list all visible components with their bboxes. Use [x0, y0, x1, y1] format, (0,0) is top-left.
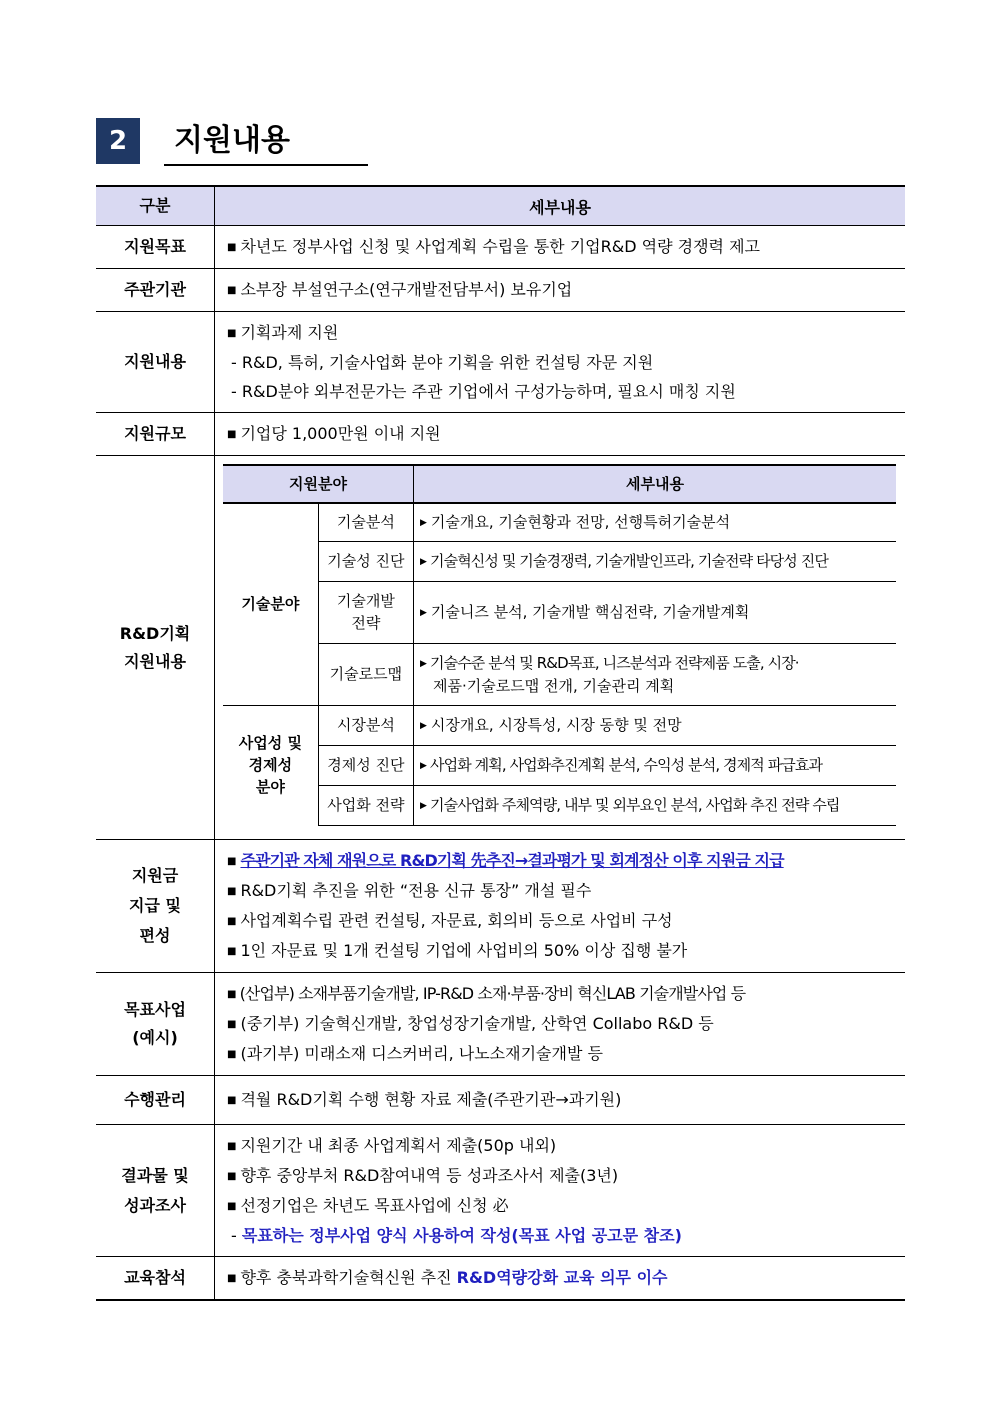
square-bullet-icon: ■ [227, 1095, 237, 1106]
row-org [96, 269, 905, 312]
section-number: 2 [96, 118, 140, 164]
triangle-bullet-icon: ▶ [420, 607, 427, 618]
detail: ▶ 기술개요, 기술현황과 전망, 선행특허기술분석 [414, 503, 897, 541]
triangle-bullet-icon: ▶ [420, 556, 427, 567]
square-bullet-icon: ■ [227, 285, 237, 296]
row-content [215, 840, 906, 973]
row-content [215, 973, 906, 1076]
square-bullet-icon: ■ [227, 429, 237, 440]
row-scale [96, 413, 905, 456]
inner-row [223, 785, 896, 825]
title-underline [164, 164, 368, 166]
inner-row [223, 541, 896, 581]
square-bullet-icon: ■ [227, 1201, 237, 1212]
square-bullet-icon: ■ [227, 916, 237, 927]
square-bullet-icon: ■ [227, 1171, 237, 1182]
section-title: 지원내용 [174, 123, 290, 158]
bullet-line: ■ (과기부) 미래소재 디스커버리, 나노소재기술개발 등 [227, 1044, 603, 1063]
detail: ▶ 기술수준 분석 및 R&D목표, 니즈분석과 전략제품 도출, 시장· 제품·기술로드맵 전개, 기술관리 계획 [414, 643, 897, 705]
row-label: 지원금 지급 및 편성 [96, 840, 215, 973]
row-content [215, 413, 906, 456]
dash-line: - R&D분야 외부전문가는 주관 기업에서 구성가능하며, 필요시 매칭 지원 [231, 382, 736, 401]
detail: ▶ 사업화 계획, 사업화추진계획 분석, 수익성 분석, 경제적 파급효과 [414, 745, 897, 785]
bullet-line: ■ 향후 중앙부처 R&D참여내역 등 성과조사서 제출(3년) [227, 1166, 619, 1185]
row-label: 지원규모 [96, 413, 215, 456]
category-tech: 기술분야 [223, 503, 318, 705]
inner-row [223, 745, 896, 785]
square-bullet-icon: ■ [227, 856, 237, 867]
triangle-bullet-icon: ▶ [420, 800, 427, 811]
square-bullet-icon: ■ [227, 946, 237, 957]
row-rnd [96, 456, 905, 840]
detail: ▶ 기술니즈 분석, 기술개발 핵심전략, 기술개발계획 [414, 581, 897, 643]
dash-line: - 목표하는 정부사업 양식 사용하여 작성(목표 사업 공고문 참조) [231, 1226, 682, 1245]
bullet-line: ■ 격월 R&D기획 수행 현황 자료 제출(주관기관→과기원) [227, 1090, 622, 1109]
detail: ▶ 시장개요, 시장특성, 시장 동향 및 전망 [414, 705, 897, 745]
row-target [96, 973, 905, 1076]
row-content [215, 226, 906, 269]
square-bullet-icon: ■ [227, 1019, 237, 1030]
row-content [215, 1257, 906, 1301]
square-bullet-icon: ■ [227, 1049, 237, 1060]
header-detail: 세부내용 [215, 186, 906, 226]
row-content [215, 1125, 906, 1257]
square-bullet-icon: ■ [227, 328, 237, 339]
subfield: 경제성 진단 [318, 745, 413, 785]
row-label: 수행관리 [96, 1076, 215, 1125]
row-content [215, 269, 906, 312]
rnd-inner-table [223, 464, 896, 826]
row-label: 주관기관 [96, 269, 215, 312]
square-bullet-icon: ■ [227, 886, 237, 897]
bullet-line: ■ 차년도 정부사업 신청 및 사업계획 수립을 통한 기업R&D 역량 경쟁력 제고 [227, 237, 760, 256]
row-label: R&D기획 지원내용 [96, 456, 215, 840]
row-label: 결과물 및 성과조사 [96, 1125, 215, 1257]
dash-line: - R&D, 특허, 기술사업화 분야 기획을 위한 컨설팅 자문 지원 [231, 353, 654, 372]
row-manage [96, 1076, 905, 1125]
triangle-bullet-icon: ▶ [420, 658, 427, 669]
bullet-line: ■ 선정기업은 차년도 목표사업에 신청 必 [227, 1196, 509, 1215]
bullet-line: ■ (산업부) 소재부품기술개발, IP-R&D 소재·부품·장비 혁신LAB 기술개발사업 등 [227, 984, 746, 1003]
inner-row [223, 503, 896, 541]
row-content [96, 312, 905, 413]
bullet-line: ■ 지원기간 내 최종 사업계획서 제출(50p 내외) [227, 1136, 557, 1155]
rnd-content-cell [215, 456, 906, 840]
subfield: 사업화 전략 [318, 785, 413, 825]
header-category: 구분 [96, 186, 215, 226]
bullet-line: ■ 사업계획수립 관련 컨설팅, 자문료, 회의비 등으로 사업비 구성 [227, 911, 673, 930]
row-result [96, 1125, 905, 1257]
triangle-bullet-icon: ▶ [420, 517, 427, 528]
inner-header-detail: 세부내용 [414, 465, 897, 503]
inner-header-field: 지원분야 [223, 465, 414, 503]
bullet-line: ■ R&D기획 추진을 위한 “전용 신규 통장” 개설 필수 [227, 881, 592, 900]
square-bullet-icon: ■ [227, 1273, 237, 1284]
row-edu [96, 1257, 905, 1301]
detail: ▶ 기술사업화 주체역량, 내부 및 외부요인 분석, 사업화 추진 전략 수립 [414, 785, 897, 825]
triangle-bullet-icon: ▶ [420, 720, 427, 731]
bullet-line: ■ 기획과제 지원 [227, 323, 339, 342]
subfield: 기술로드맵 [318, 643, 413, 705]
inner-header-row [223, 465, 896, 503]
subfield: 기술성 진단 [318, 541, 413, 581]
inner-row [223, 705, 896, 745]
square-bullet-icon: ■ [227, 242, 237, 253]
row-content [215, 1076, 906, 1125]
bullet-line: ■ 1인 자문료 및 1개 컨설팅 기업에 사업비의 50% 이상 집행 불가 [227, 941, 688, 960]
row-label: 지원내용 [96, 312, 215, 413]
bullet-line: ■ 주관기관 자체 재원으로 R&D기획 先추진→결과평가 및 회계정산 이후 지원금 지급 [227, 851, 784, 870]
row-content-cell [215, 312, 906, 413]
bullet-line: ■ 소부장 부설연구소(연구개발전담부서) 보유기업 [227, 280, 573, 299]
bullet-line: ■ (중기부) 기술혁신개발, 창업성장기술개발, 산학연 Collabo R&D 등 [227, 1014, 714, 1033]
bullet-line: ■ 기업당 1,000만원 이내 지원 [227, 424, 441, 443]
subfield: 기술분석 [318, 503, 413, 541]
row-goal [96, 226, 905, 269]
row-fund [96, 840, 905, 973]
subfield: 기술개발 전략 [318, 581, 413, 643]
table-header-row [96, 186, 905, 226]
inner-row [223, 581, 896, 643]
row-label: 목표사업 (예시) [96, 973, 215, 1076]
triangle-bullet-icon: ▶ [420, 760, 427, 771]
support-table [96, 185, 905, 1301]
row-label: 교육참석 [96, 1257, 215, 1301]
bullet-line: ■ 향후 충북과학기술혁신원 추진 R&D역량강화 교육 의무 이수 [227, 1268, 668, 1287]
row-label: 지원목표 [96, 226, 215, 269]
detail: ▶ 기술혁신성 및 기술경쟁력, 기술개발인프라, 기술전략 타당성 진단 [414, 541, 897, 581]
square-bullet-icon: ■ [227, 989, 236, 1000]
square-bullet-icon: ■ [227, 1141, 237, 1152]
inner-row [223, 643, 896, 705]
subfield: 시장분석 [318, 705, 413, 745]
category-biz: 사업성 및 경제성 분야 [223, 705, 318, 825]
